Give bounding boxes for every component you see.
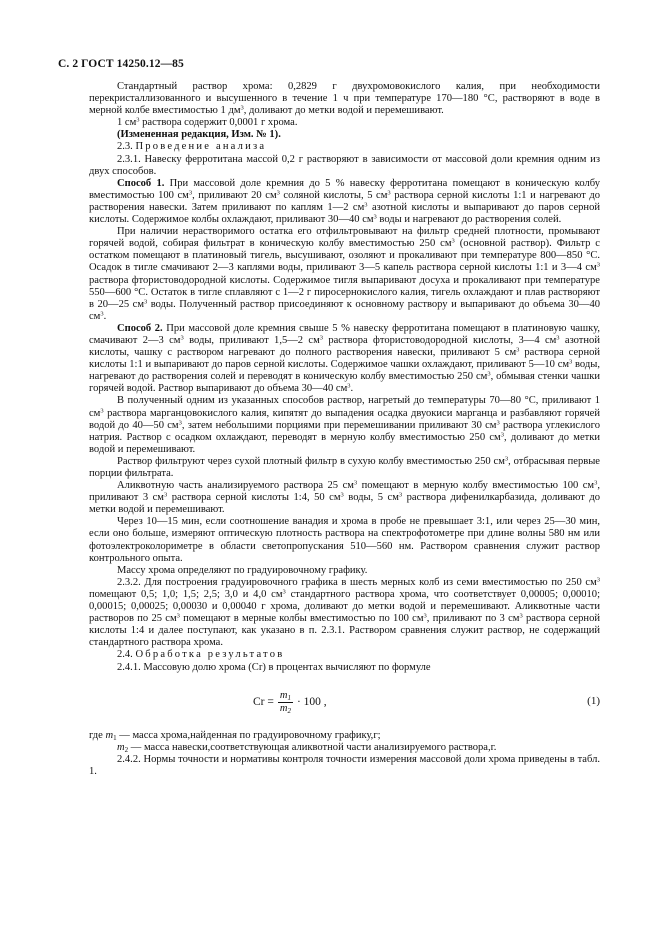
- paragraph-standard-solution: Стандартный раствор хрома: 0,2829 г двухромовокислого калия, при необходимости перекристаллизованного и высушенного в течение 1 ч при температуре 170—180 °С, растворяют в воде в мерной колбе вместимостью 1 $дм^3$, доливают до метки водой и перемешивают.: [89, 81, 600, 117]
- paragraph-insoluble-residue: При наличии нерастворимого остатка его отфильтровывают на фильтр средней плотности, промывают горячей водой, собирая фильтрат в коническую колбу вместимостью 250 $см^3$ (основной раствор). Фильтр с остатком помещают в платиновый тигель, высушивают, озоляют и прокаливают при температуре 800—850 °С. Осадок в тигле смачивают 2—3 каплями воды, приливают 3—5 капель раствора серной кислоты 1:1 и 3—4 $см^3$ раствора фтористоводородной кислоты. Содержимое тигля выпаривают досуха и прокаливают при температуре 550—600 °С. Остаток в тигле сплавляют с 1—2 г пиросернокислого калия, тигель охлаждают и плав растворяют в 20—25 $см^3$ воды. Полученный раствор присоединяют к основному раствору и выпаривают до объема 30—40 $см^3$.: [89, 226, 601, 322]
- paragraph-aliquot: Аликвотную часть анализируемого раствора 25 $см^3$ помещают в мерную колбу вместимостью 100 $см^3$, приливают 3 $см^3$ раствора серной кислоты 1:4, 50 $см^3$ воды, 5 $см^3$ раствора дифенилкарбазида, доливают до метки водой и перемешивают.: [89, 479, 600, 516]
- section-heading-results: 2.4. Обработка результатов: [117, 649, 285, 661]
- legend-m1: где $m_1$ — масса хрома,найденная по градуировочному графику,г;: [89, 729, 381, 742]
- formula-denominator: $m_2$: [279, 702, 291, 715]
- paragraph-2-4-1: 2.4.1. Массовую долю хрома (Cr) в процентах вычисляют по формуле: [117, 661, 431, 673]
- page-header: С. 2 ГОСТ 14250.12—85: [58, 58, 184, 70]
- paragraph-2-3-1: 2.3.1. Навеску ферротитана массой 0,2 г растворяют в зависимости от массовой доли кремния одним из двух способов.: [89, 153, 600, 177]
- paragraph-method-1: Способ 1. При массовой доле кремния до 5 % навеску ферротитана помещают в коническую колбу вместимостью 100 $см^3$, приливают 20 $см^3$ соляной кислоты, 5 $см^3$ раствора серной кислоты 1:1 и нагревают до растворения навески. Затем приливают по каплям 1—2 $см^3$ азотной кислоты и выпаривают до паров серной кислоты. Содержимое колбы охлаждают, приливают 30—40 $см^3$ воды и нагревают до растворения солей.: [89, 177, 600, 226]
- formula-rhs: · 100 ,: [296, 696, 327, 709]
- document-body: [89, 81, 600, 778]
- paragraph-mass-determination: Массу хрома определяют по градуировочному графику.: [117, 564, 368, 576]
- formula-expression: [253, 690, 327, 715]
- formula-number: (1): [587, 694, 600, 707]
- formula-numerator: $m_1$: [279, 689, 291, 702]
- paragraph-2-3-2: 2.3.2. Для построения градуировочного графика в шесть мерных колб из семи вместимостью по 250 $см^3$ помещают 0,5; 1,0; 1,5; 2,5; 3,0 и 4,0 $см^3$ стандартного раствора хрома, что соответствует 0,00005; 0,00010; 0,00015; 0,00025; 0,00030 и 0,00040 г хрома, доливают до метки водой и перемешивают. Аликвотные части растворов по 25 $см^3$ помещают в мерные колбы вместимостью по 100 $см^3$, приливают по 3 $см^3$ раствора серной кислоты 1:4 и далее поступают, как указано в п. 2.3.1. Раствором сравнения служит раствор, не содержащий стандартного раствора хрома.: [89, 576, 601, 649]
- paragraph-filtration: Раствор фильтруют через сухой плотный фильтр в сухую колбу вместимостью 250 $см^3$, отбрасывая первые порции фильтрата.: [89, 455, 600, 479]
- legend-m2: $m_2$ — масса навески,соответствующая аликвотной части анализируемого раствора,г.: [117, 741, 497, 754]
- formula-1: [89, 686, 600, 720]
- paragraph-oxidation: В полученный одним из указанных способов раствор, нагретый до температуры 70—80 °С, приливают 1 $см^3$ раствора марганцовокислого калия, кипятят до выпадения осадка двуокиси марганца и разбавляют горячей водой до 40—50 $см^3$, затем небольшими порциями при перемешивании приливают 30 $см^3$ раствора углекислого натрия. Раствор с осадком охлаждают, переводят в мерную колбу вместимостью 250 $см^3$, доливают до метки водой и перемешивают.: [89, 395, 600, 455]
- paragraph-method-2: Способ 2. При массовой доле кремния свыше 5 % навеску ферротитана помещают в платиновую чашку, смачивают 2—3 $см^3$ воды, приливают 1,5—2 $см^3$ раствора фтористоводородной кислоты, 3—4 $см^3$ азотной кислоты, чашку с раствором нагревают до полного растворения навески, приливают 5 $см^3$ раствора серной кислоты 1:1 и выпаривают до паров серной кислоты. Содержимое чашки охлаждают, приливают 5—10 $см^3$ воды, нагревают до растворения солей и переводят в коническую колбу вместимостью 250 $см^3$, обмывая стенки чашки горячей водой. Раствор выпаривают до объема 30—40 $см^3$.: [89, 322, 601, 395]
- paragraph-2-4-2: 2.4.2. Нормы точности и нормативы контроля точности измерения массовой доли хрома приведены в табл. 1.: [89, 753, 600, 777]
- paragraph-measurement: Через 10—15 мин, если соотношение ванадия и хрома в пробе не превышает 3:1, или через 25—30 мин, если оно больше, измеряют оптическую плотность раствора на спектрофотометре при длине волны 580 нм или фотоэлектроколориметре в области светопропускания 510—560 нм. Раствором сравнения служит раствор контрольного опыта.: [89, 516, 600, 564]
- paragraph-amendment-note: (Измененная редакция, Изм. № 1).: [117, 129, 281, 141]
- formula-legend: [89, 730, 600, 754]
- section-heading-analysis: 2.3. Проведение анализа: [117, 141, 267, 153]
- formula-lhs: Cr =: [253, 696, 274, 709]
- paragraph-solution-content: 1 $см^3$ раствора содержит 0,0001 г хрома.: [117, 116, 298, 129]
- formula-fraction: [278, 690, 293, 715]
